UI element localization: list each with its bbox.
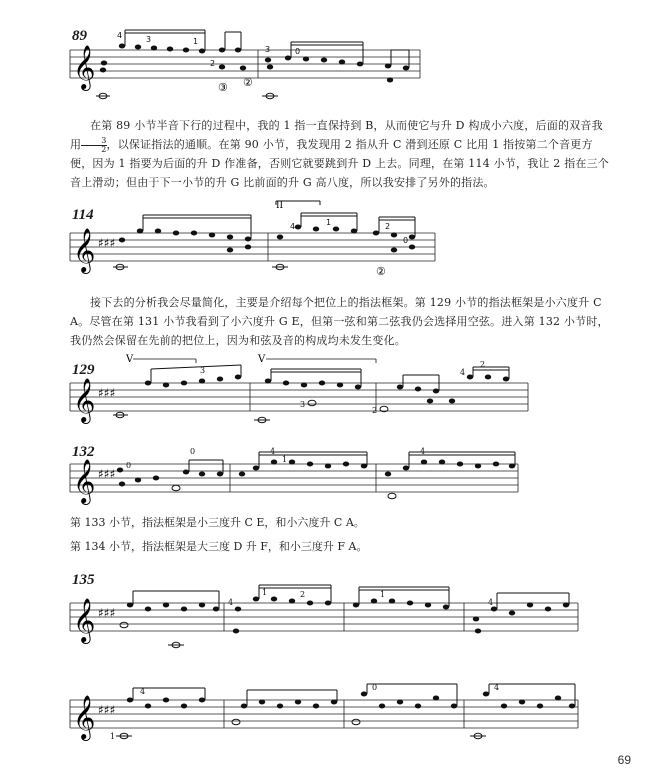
svg-text:1: 1 bbox=[110, 732, 116, 741]
paragraph-1: 在第 89 小节半音下行的过程中，我的 1 指一直保持到 B，从而使它与升 D 构成小六度，后面的双音我用 $\frac{3}{2}$ ，以保证指法的通顺。在第 90 小节，我发现用 2 指从升 C 滑到还原 C 比用 1 指按第二个音更方便，因为 1 指要为后面的升 D 作准备，否则它就要跳到升 D 上去。同理，在第 114 小节，我让 2 指在三个音上滑动；但由于下一小节的升 G 比前面的升 G 高八度，所以我安排了另外的指法。 bbox=[70, 119, 609, 189]
svg-text:1: 1 bbox=[380, 590, 386, 599]
staff-system-135 bbox=[0, 575, 669, 655]
staff-system-129 bbox=[0, 345, 669, 440]
svg-text:♯♯♯: ♯♯♯ bbox=[98, 703, 116, 717]
svg-text:1: 1 bbox=[326, 218, 332, 227]
svg-text:2: 2 bbox=[300, 590, 306, 599]
staff-system-89 bbox=[0, 0, 669, 110]
paragraph-2: 接下去的分析我会尽量简化，主要是介绍每个把位上的指法框架。第 129 小节的指法框架是小六度升 C A。尽管在第 131 小节我看到了小六度升 G E，但第一弦和第二弦我仍会选择用空弦。进入第 132 小节时，我仍然会保留在先前的把位上，因为和弦及音的构成均未发生变化。 bbox=[70, 296, 609, 347]
svg-text:4: 4 bbox=[420, 447, 426, 456]
measure-number-129: 129 bbox=[72, 362, 95, 378]
svg-text:3: 3 bbox=[265, 45, 271, 54]
svg-text:𝄞: 𝄞 bbox=[73, 598, 96, 642]
svg-text:1: 1 bbox=[262, 588, 268, 597]
svg-text:4: 4 bbox=[117, 31, 123, 40]
svg-text:♯♯♯: ♯♯♯ bbox=[98, 386, 116, 400]
measure-number-132: 132 bbox=[72, 444, 95, 460]
svg-text:1: 1 bbox=[193, 37, 199, 46]
staff-system-132 bbox=[0, 432, 669, 507]
svg-text:♯♯♯: ♯♯♯ bbox=[98, 236, 116, 250]
svg-text:4: 4 bbox=[460, 368, 466, 377]
svg-text:2: 2 bbox=[210, 59, 216, 68]
svg-text:2: 2 bbox=[372, 406, 378, 415]
svg-text:4: 4 bbox=[290, 222, 296, 231]
svg-text:𝄞: 𝄞 bbox=[73, 695, 96, 739]
svg-text:𝄞: 𝄞 bbox=[73, 378, 96, 422]
measure-number-135: 135 bbox=[72, 572, 95, 588]
text-line-134: 第 134 小节，指法框架是大三度 D 升 F，和小三度升 F A。 bbox=[70, 540, 368, 553]
svg-text:②: ② bbox=[376, 265, 386, 278]
svg-text:𝄞: 𝄞 bbox=[73, 459, 96, 503]
svg-text:1: 1 bbox=[282, 455, 288, 464]
svg-text:4: 4 bbox=[228, 598, 234, 607]
svg-text:4: 4 bbox=[488, 598, 494, 607]
svg-text:𝄞: 𝄞 bbox=[73, 45, 96, 89]
svg-text:3: 3 bbox=[200, 366, 206, 375]
text-line-133: 第 133 小节，指法框架是小三度升 C E，和小六度升 C A。 bbox=[70, 516, 365, 529]
svg-text:♯♯♯: ♯♯♯ bbox=[98, 606, 116, 620]
svg-text:0: 0 bbox=[372, 683, 378, 692]
svg-text:𝄞: 𝄞 bbox=[73, 228, 96, 272]
svg-text:②: ② bbox=[243, 76, 253, 89]
svg-text:4: 4 bbox=[270, 447, 276, 456]
svg-text:3: 3 bbox=[300, 400, 306, 409]
svg-text:0: 0 bbox=[190, 447, 196, 456]
measure-number-114: 114 bbox=[72, 207, 94, 223]
svg-text:0: 0 bbox=[126, 461, 132, 470]
svg-text:♯♯♯: ♯♯♯ bbox=[98, 467, 116, 481]
staff-system-continuation bbox=[0, 672, 669, 752]
svg-text:4: 4 bbox=[140, 687, 146, 696]
measure-number-89: 89 bbox=[72, 28, 87, 44]
svg-text:4: 4 bbox=[494, 683, 500, 692]
svg-text:2: 2 bbox=[385, 222, 391, 231]
page-number: 69 bbox=[617, 753, 631, 767]
svg-text:3: 3 bbox=[146, 35, 152, 44]
svg-text:2: 2 bbox=[480, 360, 486, 369]
svg-text:0: 0 bbox=[295, 47, 301, 56]
svg-text:II: II bbox=[276, 201, 284, 211]
svg-text:V: V bbox=[258, 354, 266, 365]
svg-text:0: 0 bbox=[403, 236, 409, 245]
staff-system-114 bbox=[0, 195, 669, 295]
svg-text:③: ③ bbox=[218, 81, 228, 94]
svg-text:V: V bbox=[126, 354, 134, 365]
